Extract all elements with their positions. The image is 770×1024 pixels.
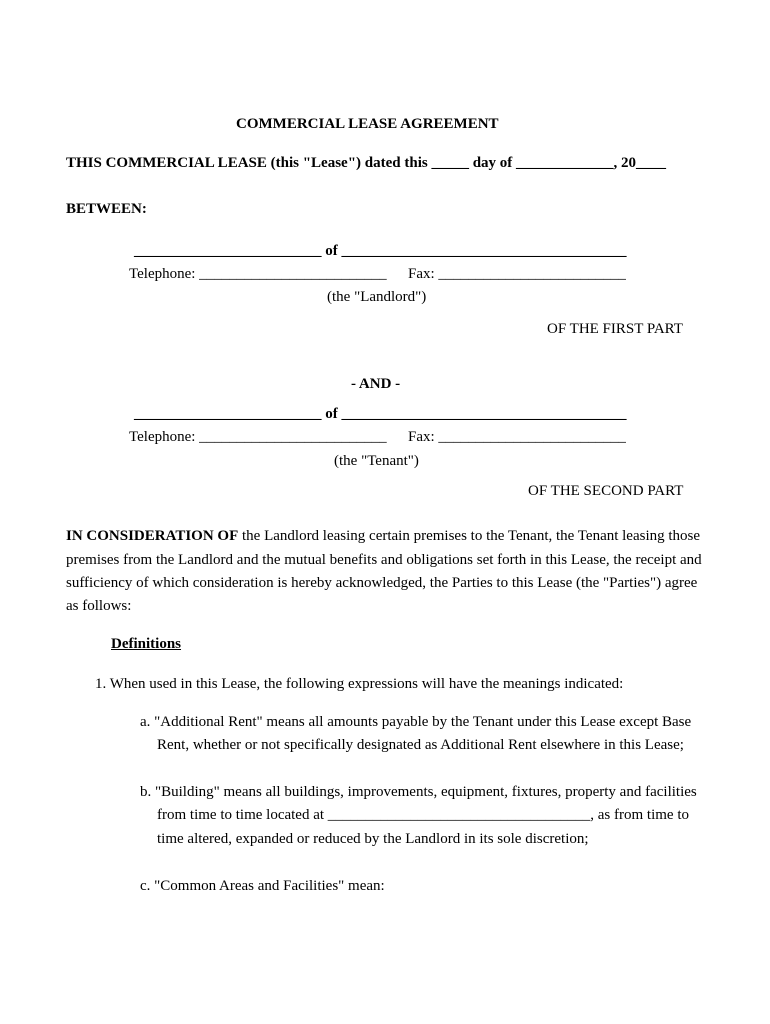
consideration-line-4: as follows: [66,598,132,614]
landlord-fax-line: Fax: _________________________ [408,266,626,282]
item-c-line-1: c. "Common Areas and Facilities" mean: [140,878,385,894]
item-1: 1. When used in this Lease, the following expressions will have the meanings indicated: [95,676,624,692]
consideration-line-3: sufficiency of which consideration is hereby acknowledged, the Parties to this Lease (the "Parties") agree [66,575,698,591]
definitions-heading: Definitions [111,636,182,652]
consideration-lead: IN CONSIDERATION OF [66,528,239,544]
item-a-line-2: Rent, whether or not specifically designated as Additional Rent elsewhere in this Lease; [157,737,684,753]
document-title: COMMERCIAL LEASE AGREEMENT [236,116,499,132]
landlord-telephone-line: Telephone: _________________________ [129,266,387,282]
item-b-line-3: time altered, expanded or reduced by the Landlord in its sole discretion; [157,831,589,847]
second-part-label: OF THE SECOND PART [528,483,684,499]
consideration-line-1-rest: the Landlord leasing certain premises to the Tenant, the Tenant leasing those [238,528,701,544]
consideration-line-2: premises from the Landlord and the mutual benefits and obligations set forth in this Lease, the receipt and [66,552,702,568]
intro-line: THIS COMMERCIAL LEASE (this "Lease") dated this _____ day of _____________, 20____ [66,155,667,171]
item-b-line-1: b. "Building" means all buildings, improvements, equipment, fixtures, property and facilities [140,784,697,800]
landlord-role-label: (the "Landlord") [327,289,427,305]
tenant-telephone-line: Telephone: _________________________ [129,429,387,445]
item-a-line-1: a. "Additional Rent" means all amounts payable by the Tenant under this Lease except Base [140,714,692,730]
item-b-line-2: from time to time located at ___________________________________, as from time to [157,807,690,823]
consideration-line-1 [66,527,700,545]
tenant-fax-line: Fax: _________________________ [408,429,626,445]
between-label: BETWEEN: [66,201,147,217]
first-part-label: OF THE FIRST PART [547,321,683,337]
landlord-name-line: _________________________ of ______________________________________ [134,243,627,259]
tenant-role-label: (the "Tenant") [334,453,419,469]
and-label: - AND - [351,376,401,392]
tenant-name-line: _________________________ of ______________________________________ [134,406,627,422]
